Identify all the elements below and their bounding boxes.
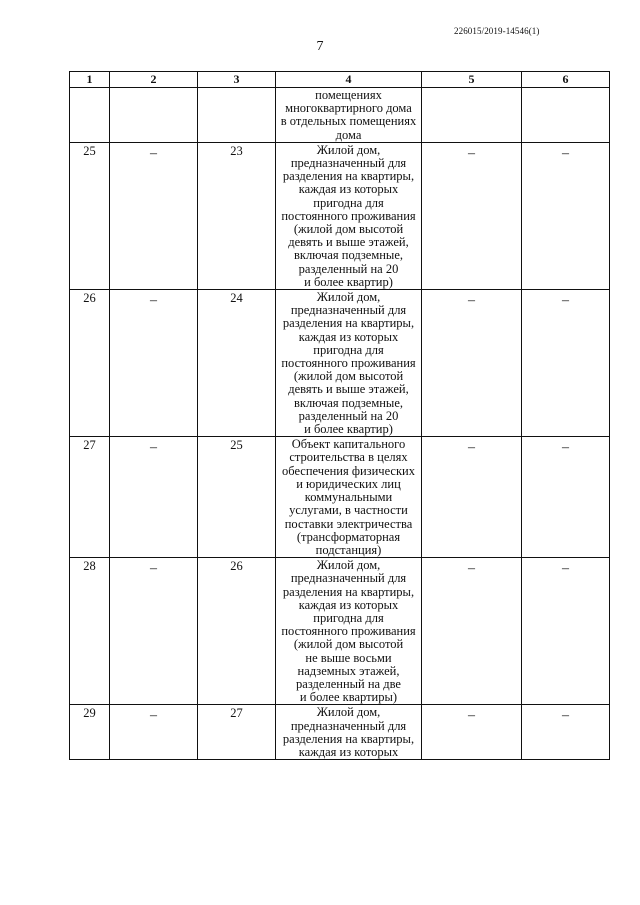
description-cell [276, 437, 422, 558]
description-line: девять и выше этажей, [288, 235, 409, 250]
table-row [70, 142, 610, 289]
col2-cell [110, 88, 198, 143]
description-line: девять и выше этажей, [288, 382, 409, 397]
column-header-3: 3 [198, 72, 276, 88]
column-header-2: 2 [110, 72, 198, 88]
description-line: и более квартир) [304, 274, 393, 289]
description-line: разделения на квартиры, [282, 316, 415, 331]
description-line: пригодна для [313, 610, 384, 625]
description-line: пригодна для [313, 195, 384, 210]
description-line: разделения на квартиры, [282, 731, 415, 746]
description-line: каждая из которых [298, 597, 399, 612]
col2-cell: – [110, 290, 198, 437]
description-line: не выше восьми [305, 650, 392, 665]
col2-cell: – [110, 558, 198, 705]
description-line: (жилой дом высотой [293, 369, 404, 384]
col6-cell: – [522, 705, 610, 760]
row-number-cell: 28 [70, 558, 110, 705]
col6-cell: – [522, 558, 610, 705]
description-line: каждая из которых [298, 182, 399, 197]
description-line: в отдельных помещениях [280, 114, 417, 129]
col6-cell: – [522, 437, 610, 558]
description-line: надземных этажей, [297, 663, 400, 678]
description-line: предназначенный для [290, 571, 407, 586]
col6-cell [522, 88, 610, 143]
data-table [69, 71, 610, 760]
row-number-cell: 25 [70, 142, 110, 289]
description-line: Жилой дом, [316, 558, 381, 573]
row-number-cell [70, 88, 110, 143]
description-line: предназначенный для [290, 156, 407, 171]
col3-cell: 26 [198, 558, 276, 705]
description-line: и более квартир) [304, 422, 393, 437]
description-cell [276, 88, 422, 143]
col3-cell: 25 [198, 437, 276, 558]
col5-cell: – [422, 142, 522, 289]
description-line: разделенный на 20 [298, 408, 399, 423]
row-number-cell: 26 [70, 290, 110, 437]
description-line: разделения на квартиры, [282, 584, 415, 599]
description-line: каждая из которых [298, 329, 399, 344]
col6-cell: – [522, 142, 610, 289]
col2-cell: – [110, 142, 198, 289]
column-header-5: 5 [422, 72, 522, 88]
col3-cell: 27 [198, 705, 276, 760]
table-row [70, 88, 610, 143]
description-line: дома [335, 127, 362, 142]
description-line: строительства в целях [289, 450, 408, 465]
description-line: Объект капитального [291, 437, 406, 452]
col5-cell: – [422, 705, 522, 760]
col5-cell: – [422, 558, 522, 705]
description-line: разделенный на две [296, 676, 401, 691]
table-header-row [70, 72, 610, 88]
description-line: (трансформаторная [296, 529, 401, 544]
col6-cell: – [522, 290, 610, 437]
column-header-4: 4 [276, 72, 422, 88]
description-line: и юридических лиц [296, 476, 401, 491]
description-line: разделенный на 20 [298, 261, 399, 276]
description-line: подстанция) [315, 542, 382, 557]
description-line: предназначенный для [290, 303, 407, 318]
description-line: (жилой дом высотой [293, 222, 404, 237]
description-line: разделения на квартиры, [282, 169, 415, 184]
table-row [70, 437, 610, 558]
description-line: Жилой дом, [316, 290, 381, 305]
description-line: каждая из которых [298, 744, 399, 759]
description-cell [276, 705, 422, 760]
table-body [70, 72, 610, 760]
description-line: коммунальными [304, 490, 393, 505]
description-line: (жилой дом высотой [293, 637, 404, 652]
table-row [70, 558, 610, 705]
col3-cell: 24 [198, 290, 276, 437]
col5-cell [422, 88, 522, 143]
description-cell [276, 290, 422, 437]
description-line: услугами, в частности [289, 503, 408, 518]
description-line: Жилой дом, [316, 142, 381, 157]
description-line: многоквартирного дома [285, 101, 412, 116]
col2-cell: – [110, 437, 198, 558]
column-header-6: 6 [522, 72, 610, 88]
description-line: помещениях [315, 88, 382, 102]
description-line: пригодна для [313, 342, 384, 357]
description-line: Жилой дом, [316, 705, 381, 720]
description-cell [276, 142, 422, 289]
table-row [70, 705, 610, 760]
col3-cell: 23 [198, 142, 276, 289]
description-line: предназначенный для [290, 718, 407, 733]
description-line: постоянного проживания [281, 208, 416, 223]
col3-cell [198, 88, 276, 143]
col5-cell: – [422, 290, 522, 437]
page-number: 7 [316, 39, 324, 54]
description-line: постоянного проживания [281, 356, 416, 371]
col5-cell: – [422, 437, 522, 558]
description-line: постоянного проживания [281, 624, 416, 639]
table-row [70, 290, 610, 437]
description-line: обеспечения физических [282, 463, 415, 478]
description-line: и более квартиры) [299, 690, 398, 705]
description-line: поставки электричества [284, 516, 413, 531]
description-line: включая подземные, [293, 248, 404, 263]
row-number-cell: 29 [70, 705, 110, 760]
col2-cell: – [110, 705, 198, 760]
description-cell [276, 558, 422, 705]
document-id: 226015/2019-14546(1) [454, 26, 540, 36]
row-number-cell: 27 [70, 437, 110, 558]
column-header-1: 1 [70, 72, 110, 88]
description-line: включая подземные, [293, 395, 404, 410]
